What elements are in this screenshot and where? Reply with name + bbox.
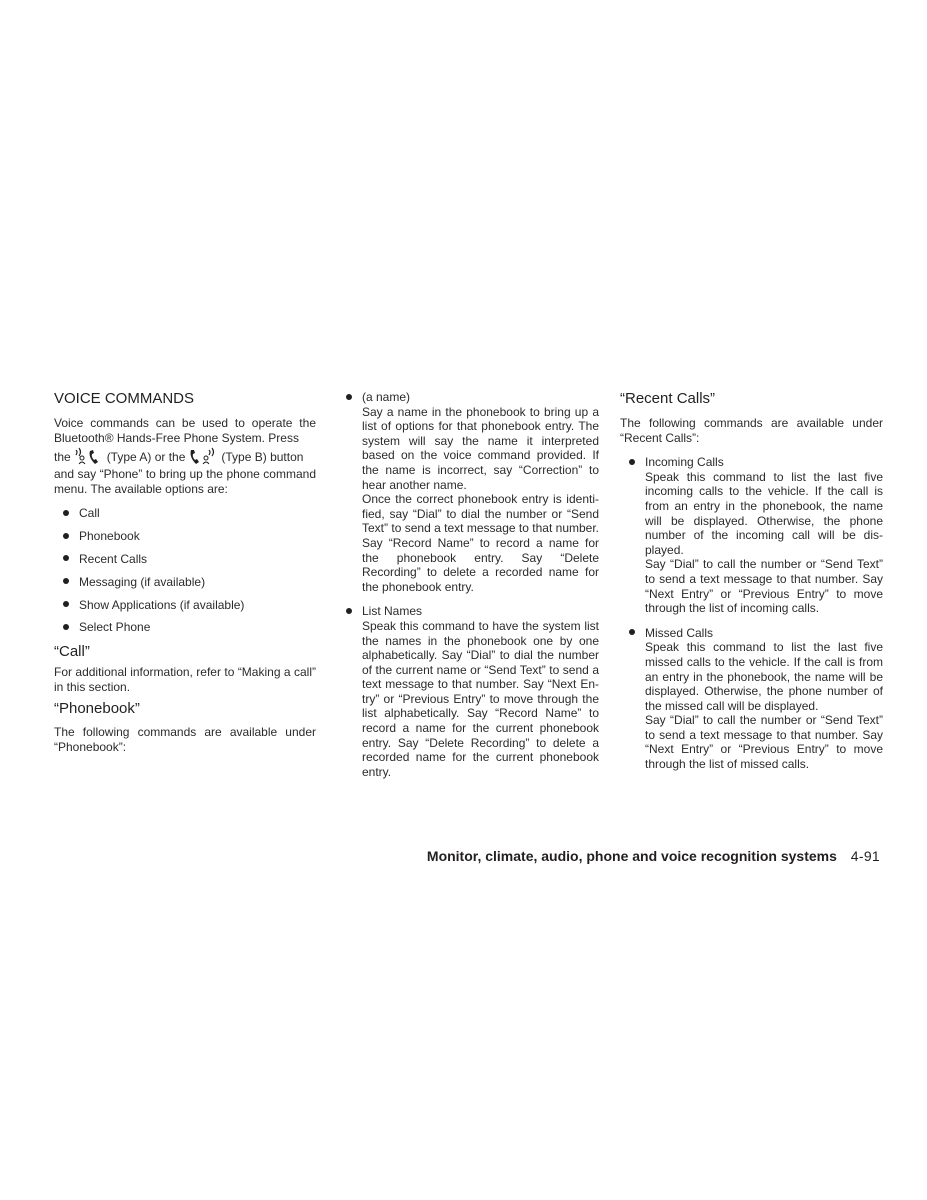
page-footer [427, 848, 880, 864]
list-item [344, 604, 599, 779]
column-right [620, 390, 883, 780]
entry-title: Incoming Calls [645, 455, 724, 470]
intro-the-text: the [54, 449, 71, 464]
list-item: Phonebook [54, 529, 316, 552]
list-item: Call [54, 506, 316, 529]
options-list [54, 506, 316, 643]
intro-type-b-text: (Type B) button [221, 449, 304, 464]
column-middle [344, 390, 599, 787]
entry-title: List Names [362, 604, 423, 619]
list-item [344, 390, 599, 594]
intro-button-line [54, 447, 316, 467]
list-item: Select Phone [54, 620, 316, 643]
footer-section-title: Monitor, climate, audio, phone and voice recognition systems [426, 848, 837, 864]
list-item: Messaging (if available) [54, 575, 316, 598]
entry-text: Speak this command to list the last five missed calls to the vehicle. If the call is from an entry in the phonebook, the name will be displayed. Otherwise, the phone number of the missed call will be displayed. [645, 640, 883, 713]
call-text: For additional information, refer to “Making a call” in this section. [54, 665, 316, 694]
phonebook-text: The following commands are available under “Phonebook”: [54, 725, 316, 754]
page-number: 4-91 [850, 848, 880, 864]
entry-text: Say a name in the phonebook to bring up a list of options for that phonebook entry. The system will say the name it interpreted based on the voice command provided. If the name is incorrect, say “Correction” to hear another name. [362, 404, 599, 492]
phone-talk-icon [187, 447, 217, 467]
entry-text: Speak this command to have the system list the names in the phonebook one by one alphabetically. Say “Dial” to dial the number of the current name or “Send Text” to send a text message to that number. Say “Next En-try” or “Previous Entry” to move through the list alphabetically. Say “Record Name” to record a name for the current phonebook entry. Say “Delete Recording” to delete a recorded name for the current phonebook entry. [362, 618, 599, 779]
list-item [620, 455, 883, 616]
intro-text-continued: and say “Phone” to bring up the phone command menu. The available options are: [54, 467, 316, 496]
column-left [54, 390, 316, 755]
entry-text: Once the correct phonebook entry is identi-fied, say “Dial” to dial the number or “Send Text” to send a text message to that number. Say “Record Name” to record a name for the phonebook entry. Say “Delete Recording” to delete a recorded name for the phonebook entry. [362, 492, 599, 594]
entry-text: Speak this command to list the last five incoming calls to the vehicle. If the call is from an entry in the phonebook, the name will be displayed. Otherwise, the phone number of the incoming call will be dis-played. [645, 469, 883, 557]
recent-calls-intro: The following commands are available under “Recent Calls”: [620, 416, 883, 445]
intro-text: Voice commands can be used to operate the Bluetooth® Hands-Free Phone System. Press [54, 416, 316, 445]
entry-title: Missed Calls [645, 625, 714, 640]
entry-text: Say “Dial” to call the number or “Send Text” to send a text message to that number. Say “Next Entry” or “Previous Entry” to move through the list of incoming calls. [645, 557, 883, 616]
list-item: Recent Calls [54, 552, 316, 575]
intro-type-a-text: (Type A) or the [106, 449, 186, 464]
section-heading: VOICE COMMANDS [54, 390, 195, 407]
entry-title: (a name) [362, 390, 411, 404]
call-heading: “Call” [54, 643, 90, 661]
list-item [620, 626, 883, 772]
talk-phone-icon [73, 447, 103, 467]
recent-calls-heading: “Recent Calls” [620, 390, 716, 407]
list-item: Show Applications (if available) [54, 598, 316, 621]
entry-text: Say “Dial” to call the number or “Send Text” to send a text message to that number. Say “Next Entry” or “Previous Entry” to move through the list of missed calls. [645, 713, 883, 772]
phonebook-heading: “Phonebook” [54, 700, 140, 718]
